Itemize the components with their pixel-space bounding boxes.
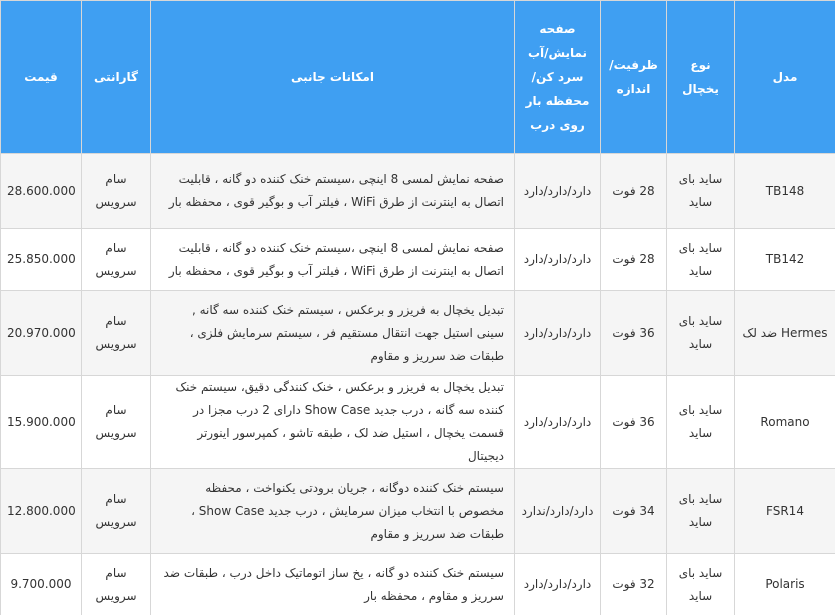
table-row (1, 376, 835, 469)
cell-price: 28.600.000 (1, 154, 82, 229)
header-price: قیمت (1, 1, 82, 154)
cell-display: دارد/دارد/دارد (515, 291, 601, 376)
table-header-row (1, 1, 835, 154)
cell-display: دارد/دارد/دارد (515, 154, 601, 229)
cell-capacity: 36 فوت (601, 291, 667, 376)
cell-capacity: 36 فوت (601, 376, 667, 469)
cell-type: ساید بای ساید (667, 291, 735, 376)
cell-display: دارد/دارد/دارد (515, 229, 601, 291)
header-features: امکانات جانبی (151, 1, 515, 154)
cell-price: 20.970.000 (1, 291, 82, 376)
header-model: مدل (735, 1, 835, 154)
cell-model: TB148 (735, 154, 835, 229)
cell-type: ساید بای ساید (667, 154, 735, 229)
cell-model: FSR14 (735, 469, 835, 554)
cell-capacity: 28 فوت (601, 154, 667, 229)
table-row (1, 469, 835, 554)
cell-model: Romano (735, 376, 835, 469)
table-row (1, 291, 835, 376)
cell-features: صفحه نمایش لمسی 8 اینچی ،سیستم خنک کننده دو گانه ، قابلیت اتصال به اینترنت از طرق WiFi ، فیلتر آب و بوگیر قوی ، محفظه بار (151, 154, 515, 229)
cell-price: 9.700.000 (1, 554, 82, 615)
cell-features: سیستم خنک کننده دو گانه ، یخ ساز اتوماتیک داخل درب ، طبقات ضد سرریز و مقاوم ، محفظه بار (151, 554, 515, 615)
cell-warranty: سام سرویس (82, 291, 151, 376)
cell-warranty: سام سرویس (82, 554, 151, 615)
cell-model: TB142 (735, 229, 835, 291)
cell-price: 12.800.000 (1, 469, 82, 554)
cell-features: صفحه نمایش لمسی 8 اینچی ،سیستم خنک کننده دو گانه ، قابلیت اتصال به اینترنت از طرق WiFi ، فیلتر آب و بوگیر قوی ، محفظه بار (151, 229, 515, 291)
cell-features: تبدیل یخچال به فریزر و برعکس ، خنک کنندگی دقیق، سیستم خنک کننده سه گانه ، درب جدید Show Case دارای 2 درب مجزا در قسمت یخچال ، استیل ضد لک ، طبقه تاشو ، کمپرسور اینورتر دیجیتال (151, 376, 515, 469)
cell-price: 25.850.000 (1, 229, 82, 291)
cell-model: Polaris (735, 554, 835, 615)
header-type: نوع یخچال (667, 1, 735, 154)
cell-capacity: 28 فوت (601, 229, 667, 291)
header-display: صفحه نمایش/آب سرد کن/ محفظه بار روی درب (515, 1, 601, 154)
cell-features: تبدیل یخچال به فریزر و برعکس ، سیستم خنک کننده سه گانه , سینی استیل جهت انتقال مستقیم فر ، سیستم سرمایش فلزی ، طبقات ضد سرریز و مقاوم (151, 291, 515, 376)
table-row (1, 154, 835, 229)
cell-type: ساید بای ساید (667, 554, 735, 615)
cell-warranty: سام سرویس (82, 469, 151, 554)
cell-model: Hermes ضد لک (735, 291, 835, 376)
cell-features: سیستم خنک کننده دوگانه ، جریان برودتی یکنواخت ، محفظه مخصوص با انتخاب میزان سرمایش ، درب جدید Show Case ، طبقات ضد سرریز و مقاوم (151, 469, 515, 554)
table-row (1, 554, 835, 615)
cell-display: دارد/دارد/دارد (515, 376, 601, 469)
table-row (1, 229, 835, 291)
cell-type: ساید بای ساید (667, 376, 735, 469)
cell-price: 15.900.000 (1, 376, 82, 469)
cell-warranty: سام سرویس (82, 229, 151, 291)
cell-capacity: 34 فوت (601, 469, 667, 554)
cell-display: دارد/دارد/دارد (515, 554, 601, 615)
header-capacity: ظرفیت/ اندازه (601, 1, 667, 154)
cell-display: دارد/دارد/ندارد (515, 469, 601, 554)
header-warranty: گارانتی (82, 1, 151, 154)
cell-warranty: سام سرویس (82, 376, 151, 469)
cell-warranty: سام سرویس (82, 154, 151, 229)
cell-type: ساید بای ساید (667, 229, 735, 291)
cell-type: ساید بای ساید (667, 469, 735, 554)
cell-capacity: 32 فوت (601, 554, 667, 615)
